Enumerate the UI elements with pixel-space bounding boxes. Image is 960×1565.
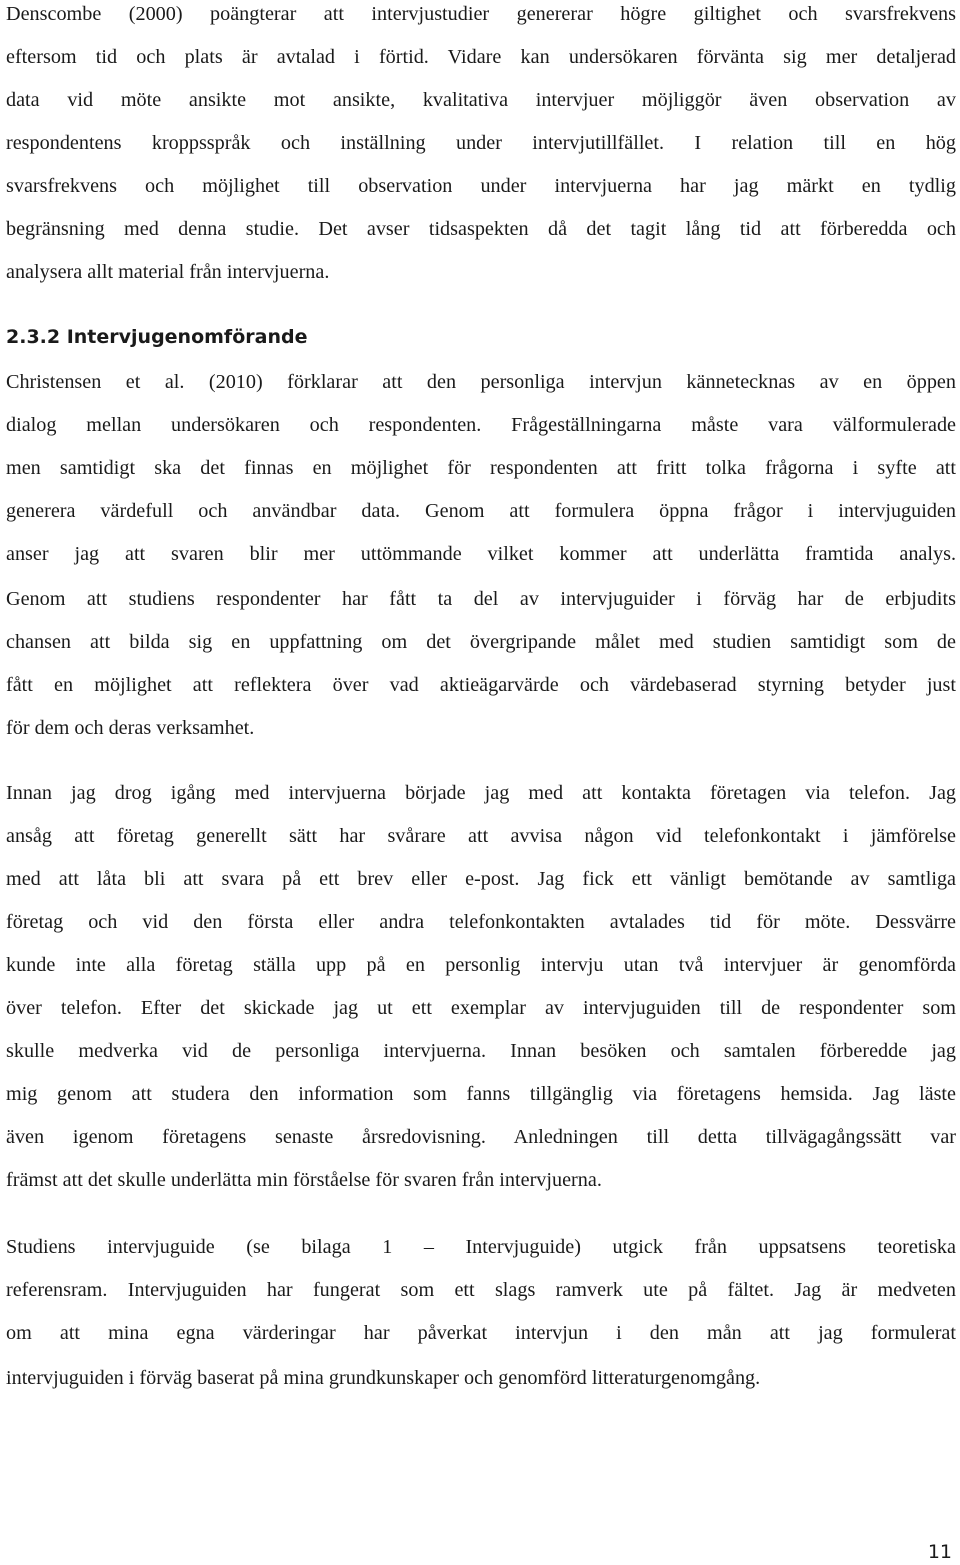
text-line: Christensen et al. (2010) förklarar att den personliga intervjun kännetecknas av en öppen bbox=[6, 371, 956, 393]
text-line: respondentens kroppsspråk och inställning under intervjutillfället. I relation till en hög bbox=[6, 132, 956, 154]
text-line: om att mina egna värderingar har påverkat intervjun i den mån att jag formulerat bbox=[6, 1322, 956, 1344]
text-line: generera värdefull och användbar data. Genom att formulera öppna frågor i intervjuguiden bbox=[6, 500, 956, 522]
text-line: Studiens intervjuguide (se bilaga 1 – Intervjuguide) utgick från uppsatsens teoretiska bbox=[6, 1236, 956, 1258]
text-line: Genom att studiens respondenter har fått ta del av intervjuguider i förväg har de erbjudits bbox=[6, 588, 956, 610]
text-line: begränsning med denna studie. Det avser tidsaspekten då det tagit lång tid att förberedda och bbox=[6, 218, 956, 240]
text-line: chansen att bilda sig en uppfattning om det övergripande målet med studien samtidigt som de bbox=[6, 631, 956, 653]
text-line: Innan jag drog igång med intervjuerna började jag med att kontakta företagen via telefon. Jag bbox=[6, 782, 956, 804]
text-line: företag och vid den första eller andra telefonkontakten avtalades tid för möte. Dessvärre bbox=[6, 911, 956, 933]
text-line: referensram. Intervjuguiden har fungerat som ett slags ramverk ute på fältet. Jag är medveten bbox=[6, 1279, 956, 1301]
text-line: intervjuguiden i förväg baserat på mina grundkunskaper och genomförd litteraturgenomgång. bbox=[6, 1367, 761, 1389]
text-line: eftersom tid och plats är avtalad i förtid. Vidare kan undersökaren förvänta sig mer detaljerad bbox=[6, 46, 956, 68]
text-line: med att låta bli att svara på ett brev eller e-post. Jag fick ett vänligt bemötande av samtliga bbox=[6, 868, 956, 890]
text-line: fått en möjlighet att reflektera över vad aktieägarvärde och värdebaserad styrning betyder just bbox=[6, 674, 956, 696]
text-line: svarsfrekvens och möjlighet till observation under intervjuerna har jag märkt en tydlig bbox=[6, 175, 956, 197]
text-line: över telefon. Efter det skickade jag ut ett exemplar av intervjuguiden till de respondenter som bbox=[6, 997, 956, 1019]
text-line: ansåg att företag generellt sätt har svårare att avvisa någon vid telefonkontakt i jämförelse bbox=[6, 825, 956, 847]
text-line: analysera allt material från intervjuerna. bbox=[6, 261, 330, 283]
page-number: 11 bbox=[927, 1541, 952, 1563]
text-line: mig genom att studera den information som fanns tillgänglig via företagens hemsida. Jag läste bbox=[6, 1083, 956, 1105]
section-heading: 2.3.2 Intervjugenomförande bbox=[6, 326, 308, 348]
text-line: dialog mellan undersökaren och respondenten. Frågeställningarna måste vara välformulerade bbox=[6, 414, 956, 436]
text-line: kunde inte alla företag ställa upp på en personlig intervju utan två intervjuer är genomförda bbox=[6, 954, 956, 976]
text-line: data vid möte ansikte mot ansikte, kvalitativa intervjuer möjliggör även observation av bbox=[6, 89, 956, 111]
text-line: skulle medverka vid de personliga intervjuerna. Innan besöken och samtalen förberedde jag bbox=[6, 1040, 956, 1062]
text-line: för dem och deras verksamhet. bbox=[6, 717, 255, 739]
text-line: anser jag att svaren blir mer uttömmande vilket kommer att underlätta framtida analys. bbox=[6, 543, 956, 565]
text-line: Denscombe (2000) poängterar att intervjustudier genererar högre giltighet och svarsfrekvens bbox=[6, 3, 956, 25]
text-line: även igenom företagens senaste årsredovisning. Anledningen till detta tillvägagångssätt var bbox=[6, 1126, 956, 1148]
text-line: främst att det skulle underlätta min förståelse för svaren från intervjuerna. bbox=[6, 1169, 602, 1191]
text-line: men samtidigt ska det finnas en möjlighet för respondenten att fritt tolka frågorna i syfte att bbox=[6, 457, 956, 479]
